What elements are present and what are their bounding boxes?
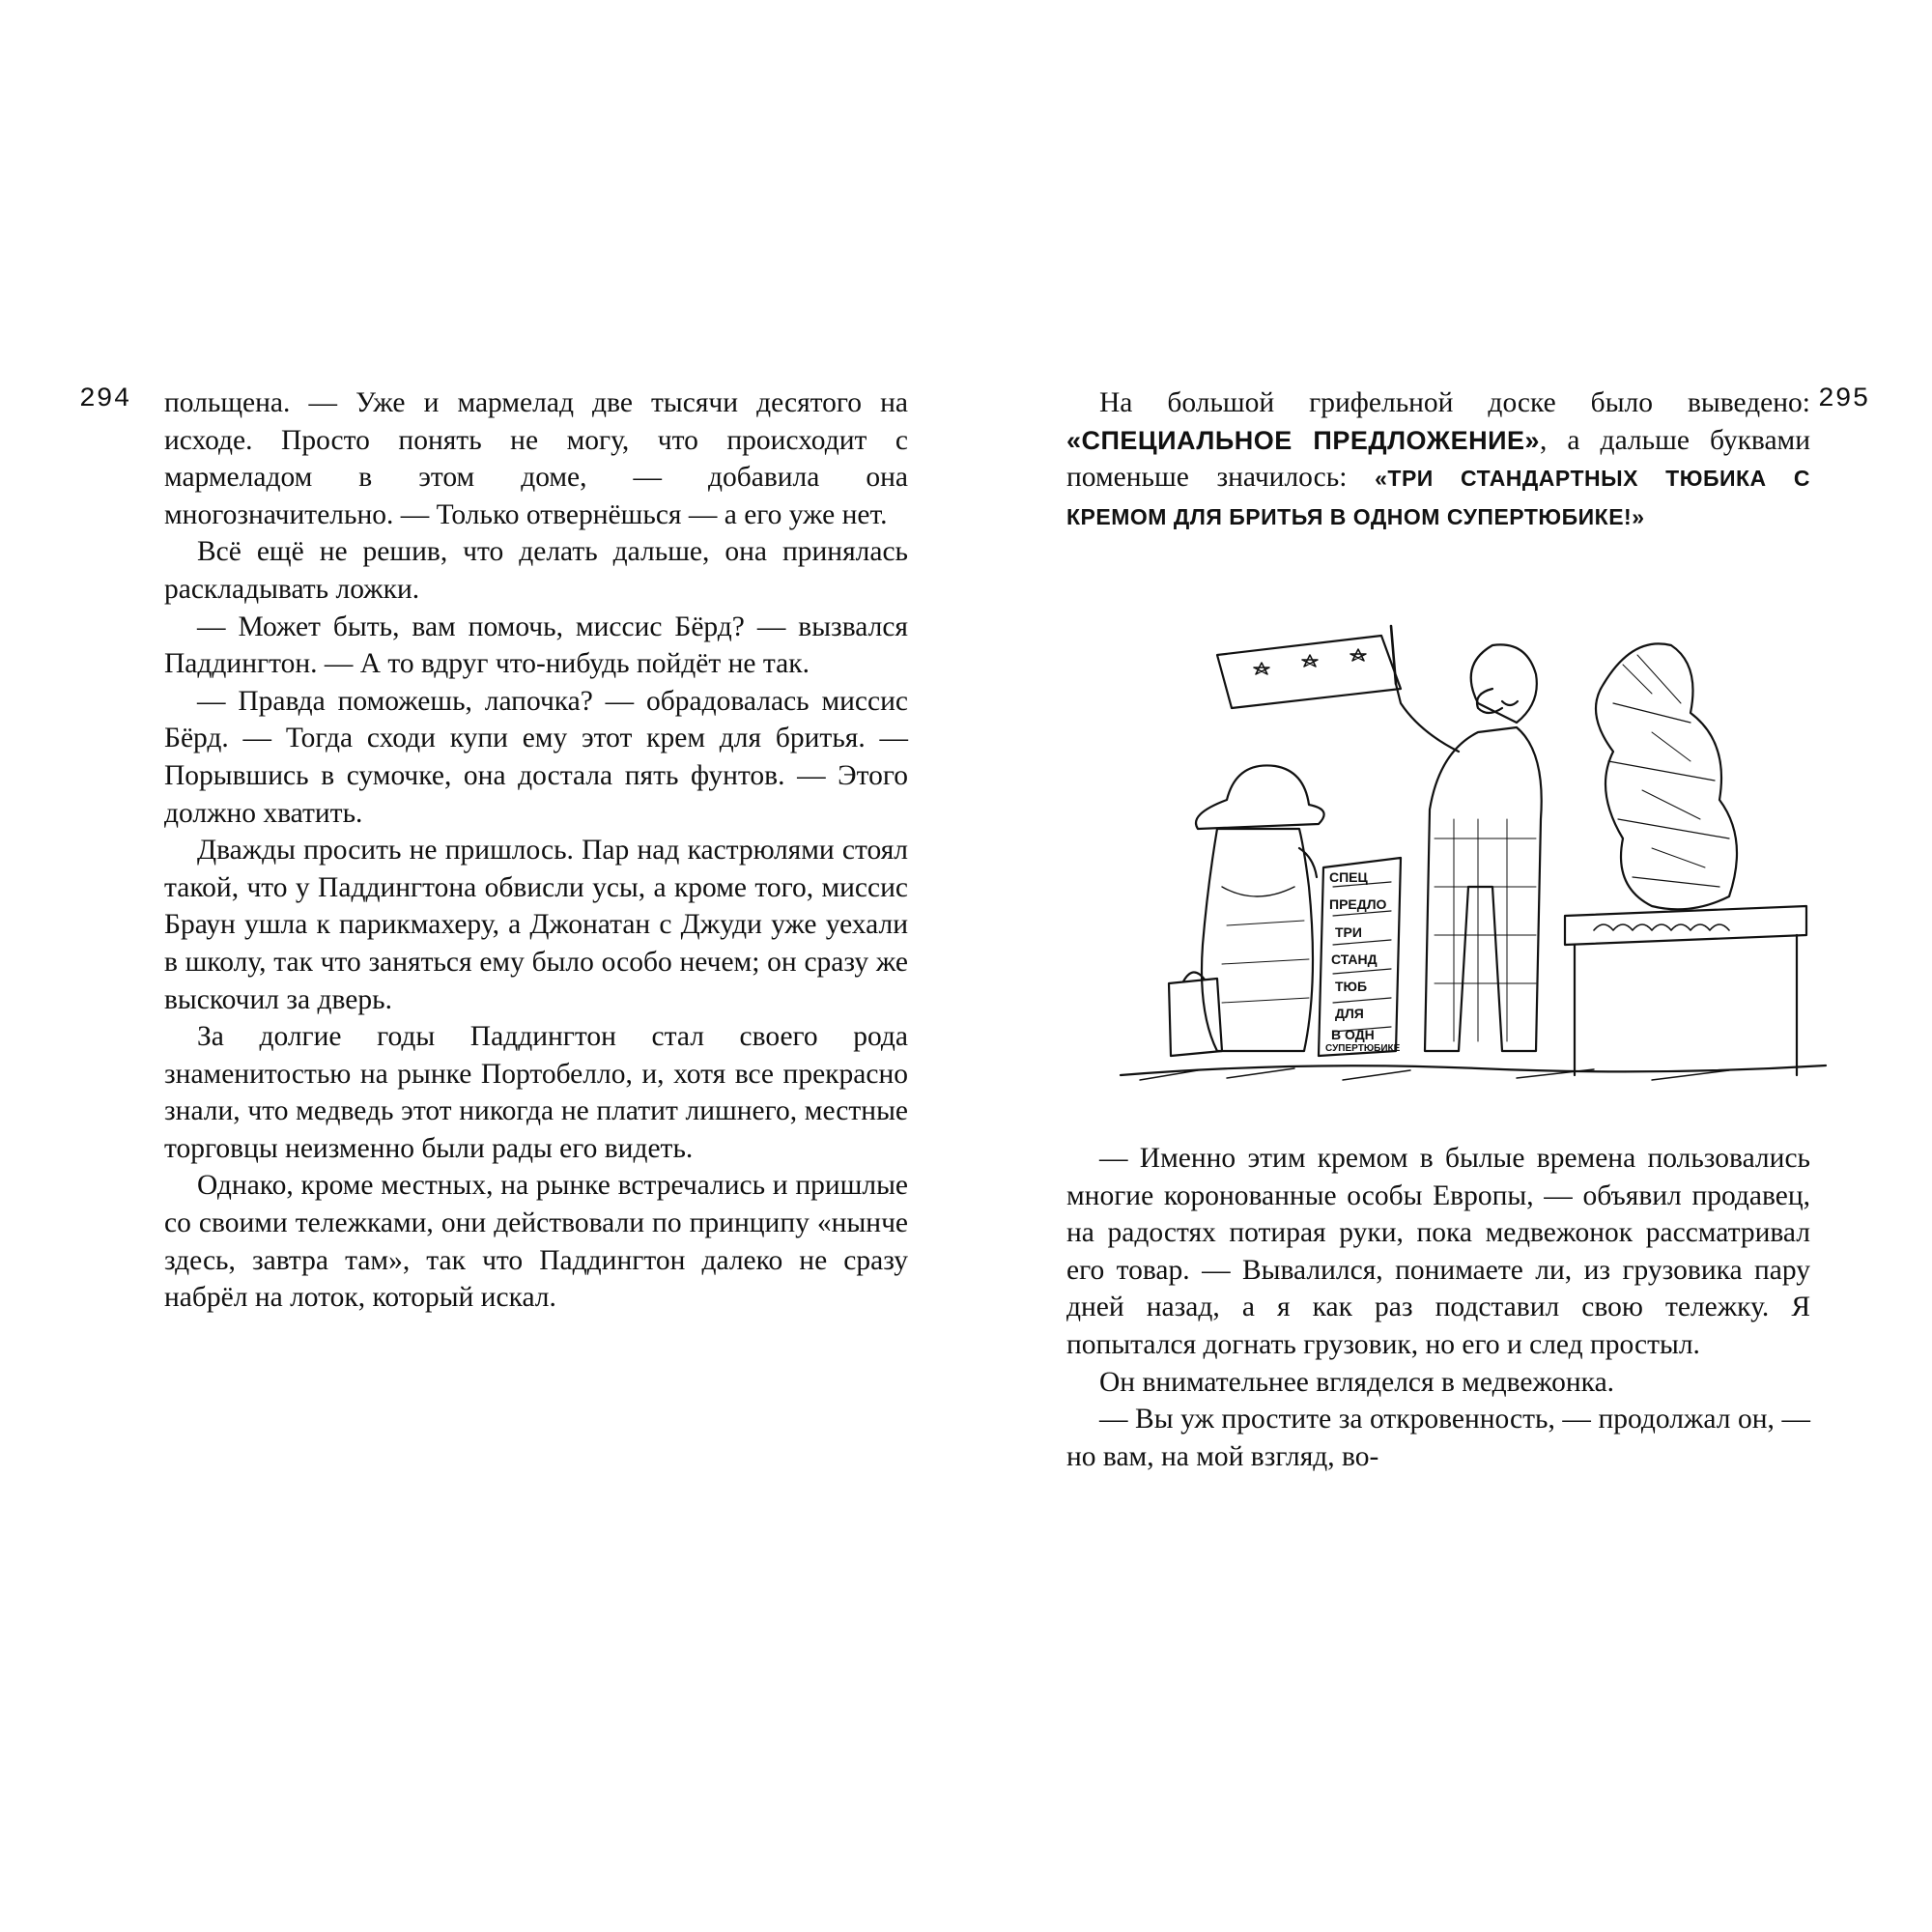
chalkboard-line: СТАНД (1331, 952, 1378, 967)
chalkboard-line: СУПЕРТЮБИКЕ (1325, 1043, 1401, 1054)
paragraph: — Может быть, вам помочь, миссис Бёрд? — вызвался Паддингтон. — А то вдруг что-нибудь пойдёт не так. (164, 611, 908, 680)
paragraph: — Правда поможешь, лапочка? — обрадовалась миссис Бёрд. — Тогда сходи купи ему этот крем для бритья. — Порывшись в сумочке, она достала пять фунтов. — Этого должно хватить. (164, 685, 908, 829)
paragraph: Однако, кроме местных, на рынке встречались и пришлые со своими тележками, они действовали по принципу «нынче здесь, завтра там», так что Паддингтон далеко не сразу набрёл на лоток, который искал. (164, 1170, 908, 1314)
intro-text-2: , а дальше буквами поменьше значилось: (1066, 424, 1811, 494)
sign-three-tubes: «ТРИ СТАНДАРТНЫХ ТЮБИКА С КРЕМОМ ДЛЯ БРИТЬЯ В ОДНОМ СУПЕРТЮБИКЕ!» (1066, 466, 1810, 529)
chalkboard-line: СПЕЦ (1329, 869, 1368, 885)
paragraph: — Вы уж простите за откровенность, — продолжал он, — но вам, на мой взгляд, во- (1066, 1404, 1810, 1472)
paragraph: Он внимательнее вгляделся в медвежонка. (1099, 1366, 1615, 1398)
left-page-number: 294 (79, 384, 131, 414)
chalkboard-line: ДЛЯ (1335, 1006, 1364, 1021)
paragraph: — Именно этим кремом в былые времена пользовались многие коронованные особы Европы, — объявил продавец, на радостях потирая руки, пока медвежонок рассматривал его товар. — Вывалился, понимаете ли, из грузовика пару дней назад, а я как раз подставил свою тележку. Я попытался догнать грузовик, но его и след простыл. (1066, 1143, 1810, 1360)
sign-special-offer: «СПЕЦИАЛЬНОЕ ПРЕДЛОЖЕНИЕ» (1066, 425, 1541, 455)
chalkboard-line: В ОДН (1331, 1027, 1375, 1042)
intro-text-1: На большой грифельной доске было выведено: (1099, 387, 1810, 418)
right-page-number: 295 (1818, 384, 1870, 414)
paragraph: Всё ещё не решив, что делать дальше, она принялась раскладывать ложки. (164, 536, 908, 605)
illustration-bear-and-trader (1111, 597, 1828, 1090)
right-page-intro (1066, 384, 1810, 535)
intro-paragraph (1066, 384, 1810, 535)
right-page-text (1066, 1140, 1810, 1475)
paragraph: польщена. — Уже и мармелад две тысячи десятого на исходе. Просто понять не могу, что происходит с мармеладом в этом доме, — добавила она многозначительно. — Только отвернёшься — а его уже нет. (164, 387, 908, 530)
paragraph: За долгие годы Паддингтон стал своего рода знаменитостью на рынке Портобелло, и, хотя все прекрасно знали, что медведь этот никогда не платит лишнего, местные торговцы неизменно были рады его видеть. (164, 1021, 908, 1164)
chalkboard-line: ТЮБ (1335, 979, 1368, 994)
paragraph: Дважды просить не пришлось. Пар над кастрюлями стоял такой, что у Паддингтона обвисли усы, а кроме того, миссис Браун ушла к парикмахеру, а Джонатан с Джуди уже уехали в школу, так что заняться ему было особо нечем; он сразу же выскочил за дверь. (164, 835, 908, 1015)
chalkboard-line: ПРЕДЛО (1329, 896, 1387, 912)
left-page-text (164, 384, 908, 1317)
chalkboard-line: ТРИ (1335, 924, 1362, 940)
